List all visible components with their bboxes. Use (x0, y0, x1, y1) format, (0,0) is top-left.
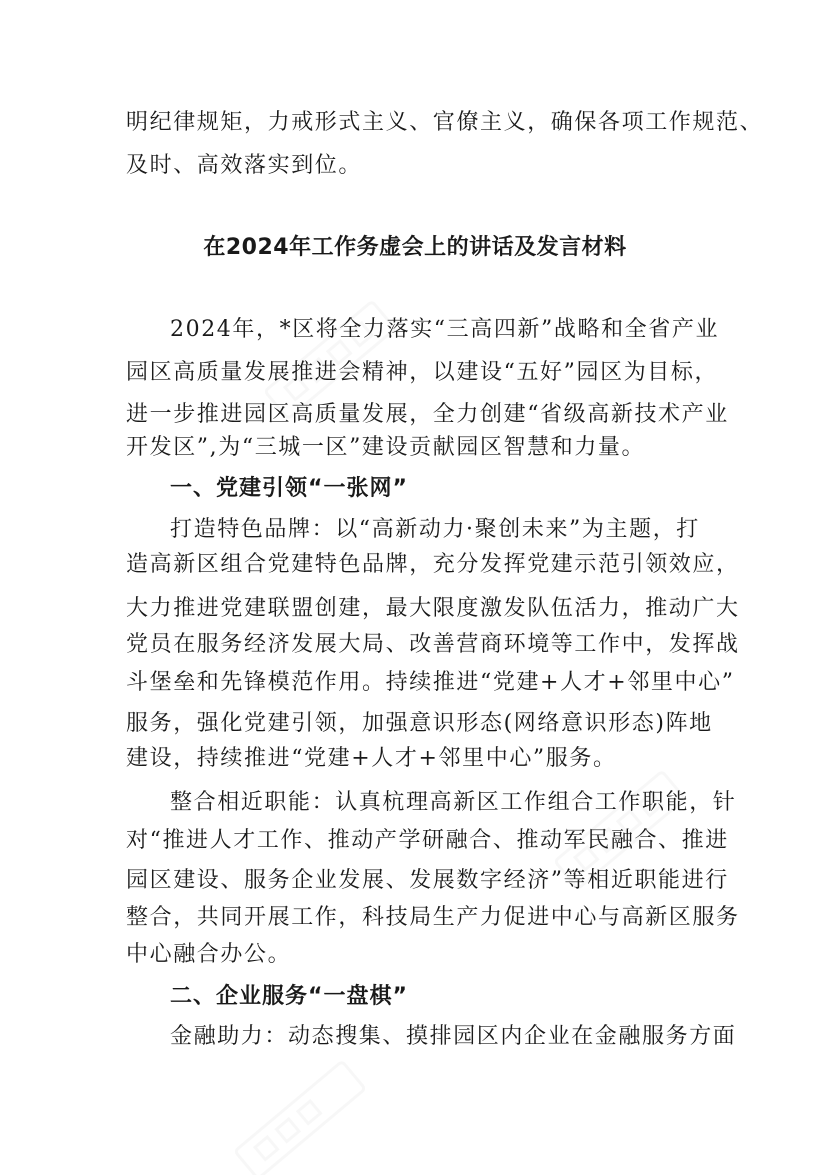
carryover-line-2: 及时、高效落实到位。 (126, 153, 363, 178)
section1-para1-line-6: 服务，强化党建引领，加强意识形态(网络意识形态)阵地 (126, 711, 713, 736)
section1-para1-line-1: 打造特色品牌：以“高新动力·聚创未来”为主题，打 (170, 517, 700, 542)
intro-line-3: 进一步推进园区高质量发展，全力创建“省级高新技术产业 (126, 402, 729, 427)
section1-para2-line-5: 中心融合办公。 (126, 942, 292, 967)
section1-heading: 一、党建引领“一张网” (170, 476, 408, 501)
section1-para1-line-2: 造高新区组合党建特色品牌，充分发挥党建示范引领效应， (126, 552, 740, 577)
section1-para1-line-3: 大力推进党建联盟创建，最大限度激发队伍活力，推动广大 (126, 596, 740, 621)
section1-para2-line-3: 园区建设、服务企业发展、发展数字经济”等相近职能进行 (126, 868, 729, 893)
document-title: 在2024年工作务虚会上的讲话及发言材料 (203, 235, 627, 260)
section1-para1-line-7: 建设，持续推进“党建+人才+邻里中心”服务。 (126, 746, 617, 771)
section2-para1-line-1: 金融助力：动态搜集、摸排园区内企业在金融服务方面 (170, 1024, 737, 1049)
section1-para1-line-4: 党员在服务经济发展大局、改善营商环境等工作中，发挥战 (126, 632, 740, 657)
intro-line-1: 2024年，*区将全力落实“三高四新”战略和全省产业 (170, 317, 720, 342)
intro-line-2: 园区高质量发展推进会精神，以建设“五好”园区为目标， (126, 360, 719, 385)
carryover-line-1: 明纪律规矩，力戒形式主义、官僚主义，确保各项工作规范、 (126, 110, 764, 135)
section1-para2-line-4: 整合，共同开展工作，科技局生产力促进中心与高新区服务 (126, 905, 740, 930)
section2-heading: 二、企业服务“一盘棋” (170, 984, 408, 1009)
section1-para2-line-2: 对“推进人才工作、推动产学研融合、推动军民融合、推进 (126, 828, 729, 853)
intro-line-4: 开发区”,为“三城一区”建设贡献园区智慧和力量。 (126, 435, 646, 460)
section1-para1-line-5: 斗堡垒和先锋模范作用。持续推进“党建+人才+邻里中心” (126, 670, 735, 695)
section1-para2-line-1: 整合相近职能：认真杭理高新区工作组合工作职能，针 (170, 790, 737, 815)
